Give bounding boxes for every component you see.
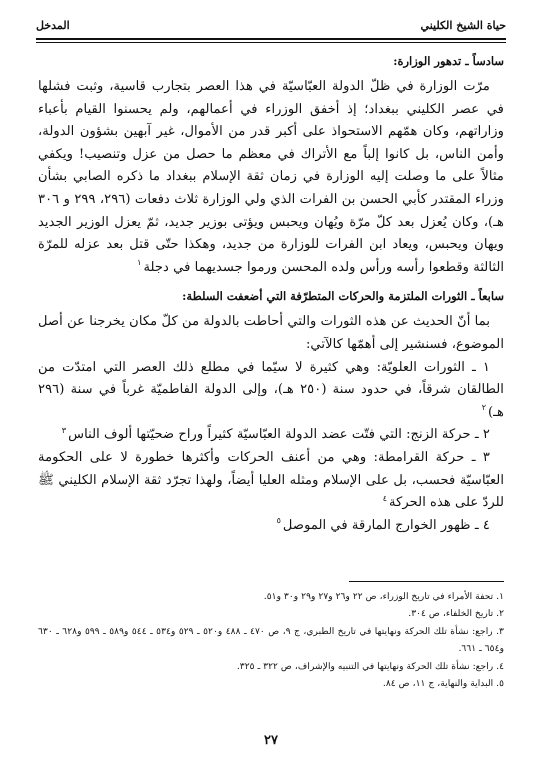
footnote-separator — [349, 581, 504, 582]
list-item-text: ١ ـ الثورات العلويّة: وهي كثيرة لا سيّما في مطلع ذلك العصر التي امتدّت من الطالقان شرقاً، في حدود سنة (٢٥٠ هـ)، وإلى الدولة الفاطميّة غرباً في سنة (٢٩٦ هـ) — [38, 359, 504, 420]
footnote-ref: ٢ — [481, 403, 487, 413]
footnote: ٤. راجع: نشأة تلك الحركة ونهايتها في التنبيه والإشراف، ص ٣٢٢ ـ ٣٢٥. — [236, 660, 504, 672]
footnote: ٢. تاريخ الخلفاء، ص ٣٠٤. — [408, 608, 504, 620]
section-heading-7: سابعاً ـ الثورات الملتزمة والحركات المتطرّفة التي أضعفت السلطة: — [182, 289, 504, 304]
list-item-text: ٢ ـ حركة الزنج: التي فتّت عضد الدولة العبّاسيّة كثيراً وراح ضحيّتها ألوف الناس — [68, 427, 490, 443]
header-book-title: حياة الشيخ الكليني — [420, 18, 506, 32]
footnote-ref: ٤ — [382, 493, 388, 503]
section-6-paragraph — [38, 76, 504, 279]
page-number: ٢٧ — [264, 733, 278, 748]
footnote: ١. تحفة الأمراء في تاريخ الوزراء، ص ٢٢ و٢٦ و٢٧ و٢٩ و٣٠ و٥١. — [263, 591, 504, 602]
footnote-ref: ١ — [137, 258, 142, 268]
main-text — [38, 52, 504, 537]
running-header — [36, 16, 506, 34]
list-item — [38, 447, 504, 515]
footnote: ٥. البداية والنهاية، ج ١١، ص ٨٤. — [382, 678, 504, 690]
header-chapter: المدخل — [36, 18, 70, 32]
list-item — [38, 424, 504, 447]
footnote-ref: ٥ — [276, 516, 281, 526]
header-rule-secondary — [36, 42, 506, 43]
section-heading-6: سادساً ـ تدهور الوزارة: — [393, 54, 504, 68]
list-item — [38, 515, 504, 538]
footnote-ref: ٣ — [61, 425, 67, 435]
list-item-text: ٤ ـ ظهور الخوارج المارقة في الموصل — [282, 517, 490, 533]
list-item — [38, 357, 504, 425]
list-item-text: ٣ ـ حركة القرامطة: وهي من أعنف الحركات وأكثرها خطورة لا على الحكومة العبّاسيّة فحسب، بل على الإسلام ومثله العليا أيضاً، ولهذا تجرّد ثقة الإسلام الكليني ﷺ للردّ على هذه الحركة — [38, 449, 504, 511]
footnotes — [38, 588, 504, 692]
paragraph-text: مرّت الوزارة في ظلّ الدولة العبّاسيّة في هذا العصر بتجارب قاسية، وثبت فشلها في عصر الكليني ببغداد؛ إذ أخفق الوزراء في أعمالهم، ولم يحسنوا القيام بأعباء وزاراتهم، وكان همّهم الاستحواذ على أكبر قدر من الأموال، غير آبهين بشؤون الدولة، وأمن الناس، بل كانوا إلباً مع الأتراك في معظم ما حصل من عزل وتنصيب! ويكفي مثالاً على ما وصلت إليه الوزارة في زمان ثقة الإسلام ببغداد ما ذكره الصابي بشأن وزراء المقتدر كأبي الحسن بن الفرات الذي ولي الوزارة ثلاث دفعات (٢٩٦، ٢٩٩ و ٣٠٦ هـ)، وكان يُعزل بعد كلّ مرّة ويُهان ويحبس ويؤتى بوزير جديد، ثمّ يعزل الوزير الجديد ويهان ويحبس، ويعاد ابن الفرات للوزارة من جديد، وهكذا حتّى قتل بعد عزله للمرّة الثالثة وقطعوا رأسه ورأس ولده المحسن ورموا جسديهما في دجلة — [38, 79, 504, 275]
section-7-intro: بما أنّ الحديث عن هذه الثورات والتي أحاطت بالدولة من كلّ مكان يخرجنا عن أصل الموضوع، فسنشير إلى أهمّها كالآتي: — [38, 314, 504, 352]
footnote: ٣. راجع: نشأة تلك الحركة ونهايتها في تاريخ الطبري، ج ٩، ص ٤٧٠ ـ ٤٨٨ و٥٢٠ ـ ٥٢٩ و٥٣٤ ـ ٥٤٤ و٥٨٩ ـ ٥٩٩ و٦٢٨ ـ ٦٣٠ و٦٥٤ ـ ٦٦١. — [38, 625, 504, 655]
header-rule — [36, 38, 506, 40]
